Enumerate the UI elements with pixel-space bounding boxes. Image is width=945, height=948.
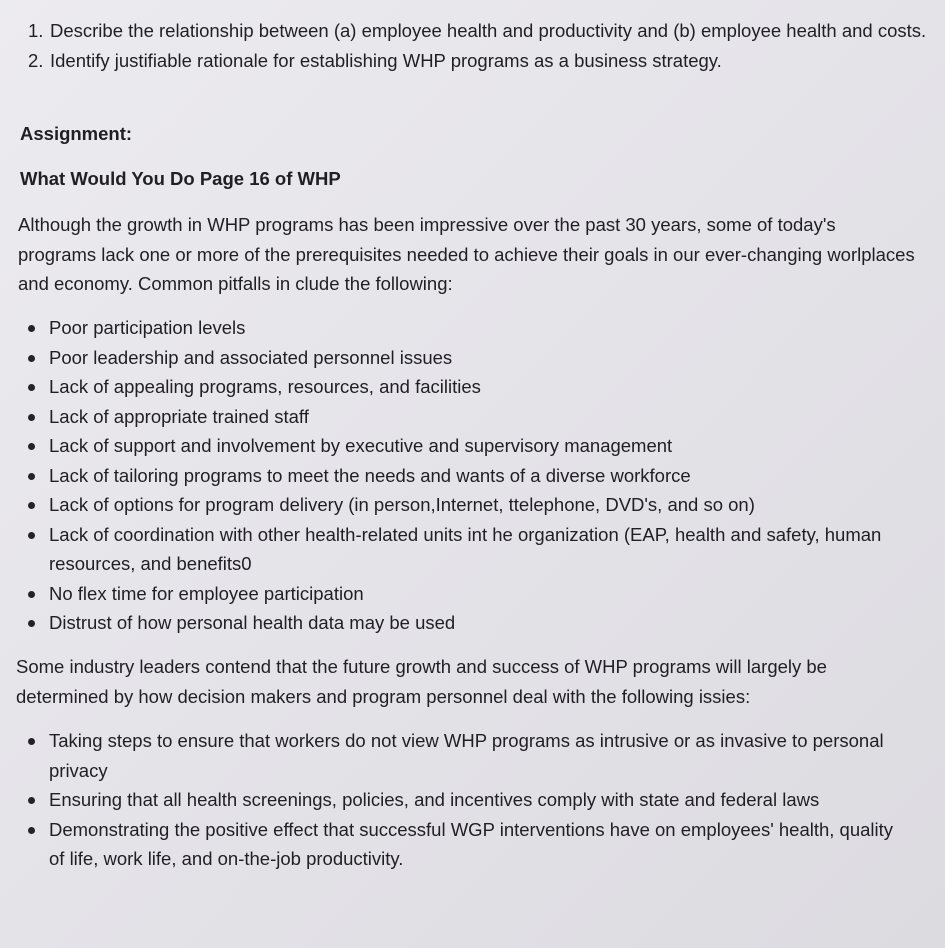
objectives-list — [28, 16, 933, 75]
bullet-icon — [28, 443, 35, 450]
bullet-icon — [28, 827, 35, 834]
bullet-icon — [28, 532, 35, 539]
objective-text: Describe the relationship between (a) employee health and productivity and (b) employee health and costs. — [50, 20, 927, 41]
list-item-text: Demonstrating the positive effect that successful WGP interventions have on employees' health, quality of life, work life, and on-the-job productivity. — [49, 818, 894, 869]
list-item-text: Lack of coordination with other health-related units int he organization (EAP, health and safety, human resources, and benefits0 — [49, 523, 882, 574]
objective-item — [28, 46, 933, 76]
bullet-icon — [28, 355, 35, 362]
list-item — [28, 726, 908, 785]
objective-number: 2. — [28, 49, 44, 71]
list-item — [28, 785, 908, 815]
list-item — [28, 402, 908, 432]
section-heading: What Would You Do Page 16 of WHP — [20, 168, 341, 189]
list-item-text: Taking steps to ensure that workers do not view WHP programs as intrusive or as invasive to personal privacy — [49, 730, 884, 781]
list-item-text: Lack of appropriate trained staff — [49, 405, 309, 427]
list-item-text: Poor participation levels — [49, 317, 246, 338]
list-item — [28, 490, 908, 520]
list-item-text: Poor leadership and associated personnel issues — [49, 346, 453, 368]
list-item-text: Lack of support and involvement by executive and supervisory management — [49, 435, 673, 456]
list-item-text: Lack of options for program delivery (in person,Internet, ttelephone, DVD's, and so on) — [49, 494, 755, 515]
bullet-icon — [28, 591, 35, 598]
bullet-icon — [28, 502, 35, 509]
list-item — [28, 461, 908, 491]
list-item — [28, 815, 908, 874]
list-item-text: Distrust of how personal health data may be used — [49, 612, 456, 633]
bullet-icon — [28, 473, 35, 480]
list-item — [28, 579, 908, 609]
issues-paragraph: Some industry leaders contend that the future growth and success of WHP programs will largely be determined by how decision makers and program personnel deal with the following issies: — [16, 656, 827, 707]
list-item-text: Ensuring that all health screenings, policies, and incentives comply with state and federal laws — [49, 789, 820, 810]
bullet-icon — [28, 620, 35, 627]
list-item — [28, 520, 908, 579]
bullet-icon — [28, 797, 35, 804]
bullet-icon — [28, 414, 35, 421]
intro-paragraph: Although the growth in WHP programs has been impressive over the past 30 years, some of today's programs lack one or more of the prerequisites needed to achieve their goals in our ever-changing worlplaces and economy. Common pitfalls in clude the following: — [18, 214, 915, 294]
objective-number: 1. — [28, 20, 44, 41]
issues-list — [28, 726, 908, 874]
bullet-icon — [28, 384, 35, 391]
list-item-text: No flex time for employee participation — [49, 582, 364, 604]
bullet-icon — [28, 325, 35, 332]
list-item — [28, 431, 908, 461]
list-item-text: Lack of appealing programs, resources, and facilities — [49, 376, 481, 397]
pitfalls-list — [28, 313, 908, 638]
objective-item — [28, 16, 933, 46]
bullet-icon — [28, 738, 35, 745]
list-item — [28, 313, 908, 343]
objective-text: Identify justifiable rationale for establishing WHP programs as a business strategy. — [50, 49, 722, 71]
list-item — [28, 343, 908, 373]
assignment-heading: Assignment: — [20, 123, 133, 144]
list-item — [28, 608, 908, 638]
list-item-text: Lack of tailoring programs to meet the needs and wants of a diverse workforce — [49, 464, 691, 486]
list-item — [28, 372, 908, 402]
